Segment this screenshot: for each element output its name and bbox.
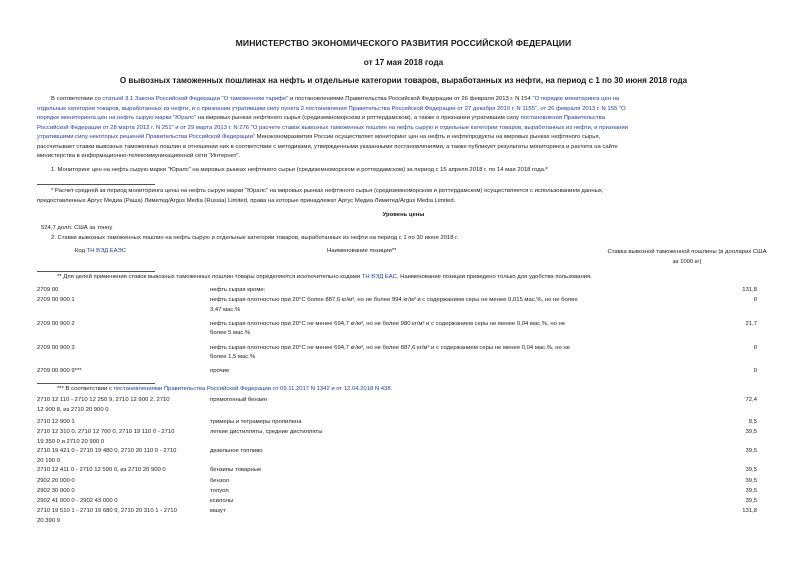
row-code: 2709 00 900 9*** [37, 368, 82, 374]
document-date: от 17 мая 2018 года [363, 57, 444, 67]
tn-ved-link[interactable]: ТН ВЭД ЕАЭС [86, 248, 126, 254]
row-rate: 39,5 [745, 498, 757, 504]
price-value: 524,7 долл. США за тонну [41, 225, 113, 231]
table-row [37, 507, 757, 529]
row-rate: 39,5 [745, 467, 757, 473]
row-rate: 131,8 [742, 287, 757, 293]
footnote-divider [37, 184, 155, 185]
footnote-2-text: . Наименование позиции приведено только для удобства пользования. [396, 274, 592, 280]
footnote-3 [57, 385, 392, 395]
intro-line-4 [37, 124, 628, 134]
table-row [37, 367, 757, 379]
row-rate: 8,5 [748, 419, 757, 425]
row-name: нефть сырая кроме: [210, 287, 266, 293]
tn-ved-eas-link[interactable]: ТН ВЭД ЕАС [361, 274, 397, 280]
table-row [37, 396, 757, 418]
price-level-heading: Уровень цены [382, 212, 425, 218]
document-subject: О вывозных таможенных пошлинах на нефть и отдельные категории товаров, выработанных из нефти, на период с 1 по 30 июня 2018 года [119, 76, 688, 85]
table-row [37, 344, 757, 366]
row-rate: 39,5 [745, 487, 757, 494]
row-rate: 39,5 [745, 477, 757, 484]
row-name: нефть сырая плотностью при 20°С более 887,6 кг/м³, но не более 994 кг/м³ и с содержанием серы не менее 0,015 мас.%, но не более 3,47 мас.% [210, 297, 578, 313]
decree-154-link[interactable]: "О порядке мониторинга цен на [532, 96, 620, 102]
footnote-2-text: ** Для целей применения ставок вывозных таможенных пошлин товары определяются исключительно кодами [57, 274, 362, 280]
row-rate: 0 [753, 344, 757, 351]
row-name: мазут [210, 508, 226, 514]
intro-line-5 [37, 133, 600, 143]
row-name: дизельное топливо [210, 448, 263, 454]
intro-line-6: рассчитывает ставки вывозных таможенных пошлин в отношении них в соответствии с методиками, утвержденными указанными постановлениями, а также публикует результаты мониторинга и расчета на сайте [37, 143, 618, 150]
row-code: 2709 00 900 3 [37, 344, 75, 351]
decree-154-link-cont[interactable]: отдельные категории товаров, выработанных из нефти, и о признании утратившим силу пункта 2 постановления Правительства Российской Федерации от 27 декабря 2010 г. N 1155", от 26 февраля 2013 г. N 155 "О [37, 105, 626, 112]
row-code: 2709 00 900 2 [37, 320, 75, 327]
row-name: нефть сырая плотностью при 20°С не менее 694,7 кг/м³, но не более 980 кг/м³ и с содержанием серы не менее 0,04 мас.%, но не более 5 мас.% [210, 320, 566, 336]
code-prefix: Код [75, 248, 87, 254]
footnote-3-text: . [390, 386, 393, 392]
row-code: 2710 19 510 1 - 2710 19 680 9, 2710 20 310 1 - 2710 20 390 9 [37, 508, 177, 524]
row-name: ксилолы [210, 498, 234, 504]
row-rate: 131,8 [742, 508, 757, 514]
row-name: тримеры и тетрамеры пропилена [210, 419, 302, 425]
table-row [37, 320, 757, 342]
row-code: 2902 41 000 0 - 2902 43 000 0 [37, 498, 118, 504]
intro-line-7: министерства в информационно-телекоммуникационной сети "Интернет". [37, 153, 241, 159]
footnote-divider [37, 383, 155, 384]
decree-155-link[interactable]: порядке мониторинга цен на нефть сырую марки "Юралс" [37, 115, 197, 121]
row-code: 2710 12 310 0, 2710 12 700 0, 2710 19 110 0 - 2710 19 350 0 и 2710 20 900 0 [37, 429, 175, 445]
decree-276-link[interactable]: Российской Федерации от 28 марта 2012 г. N 251" и от 29 марта 2013 г. N 276 "О расчете ставок вывозных таможенных пошлин на нефть сырую и отдельные категории товаров, выработанных из нефти, и признании [37, 124, 628, 131]
row-code: 2902 30 000 0 [37, 487, 75, 494]
row-name: нефть сырая плотностью при 20°С не менее 694,7 кг/м³, но не более 887,6 кг/м³ и с содержанием серы не менее 0,04 мас.%, но не более 1,5 мас.% [210, 344, 570, 360]
row-code: 2902 20 000 0 [37, 477, 75, 484]
row-rate: 0 [753, 368, 757, 374]
decree-251-link[interactable]: постановления Правительства [520, 115, 605, 121]
row-rate: 21,7 [745, 320, 757, 327]
table-header [37, 247, 767, 267]
ministry-title: МИНИСТЕРСТВО ЭКОНОМИЧЕСКОГО РАЗВИТИЯ РОССИЙСКОЙ ФЕДЕРАЦИИ [235, 38, 572, 48]
row-name: прямогонный бензин [210, 397, 267, 403]
footnote-1-line-1: * Расчет средней за период мониторинга цены на нефть сырую марки "Юралс" на мировых рынках нефтяного сырья (средиземноморском и роттердамском) осуществляется с использованием данных, [51, 188, 604, 194]
row-code: 2710 19 421 0 - 2710 19 480 0, 2710 20 110 0 - 2710 20 190 0 [37, 448, 177, 464]
row-code: 2710 12 900 1 [37, 419, 75, 425]
row-name: легкие дистилляты, средние дистилляты [210, 429, 323, 435]
row-rate: 39,5 [745, 448, 757, 454]
row-rate: 0 [753, 297, 757, 303]
intro-text: и постановлениями Правительства Российской Федерации от 26 февраля 2013 г. N 154 [288, 96, 533, 102]
row-name: бензины товарные [210, 467, 262, 473]
intro-line-2 [37, 105, 626, 115]
column-header-code [75, 247, 243, 257]
row-name: толуол [210, 487, 229, 494]
column-header-name: Наименование позиции** [327, 248, 397, 254]
footnote-2 [57, 273, 592, 283]
row-code: 2710 12 110 - 2710 12 250 9, 2710 12 900 2, 2710 12 900 8, из 2710 20 900 0 [37, 397, 170, 413]
column-header-rate [592, 247, 782, 267]
footnote-divider [37, 271, 155, 272]
monitoring-item-1: 1. Мониторинг цен на нефть сырую марки "Юралс" на мировых рынках нефтяного сырья (средиземноморском и роттердамском) за период с 15 апреля 2018 г. по 14 мая 2018 года.* [51, 167, 548, 173]
row-code: 2710 12 411 0 - 2710 12 590 0, из 2710 20 900 0 [37, 467, 166, 473]
intro-line-3 [37, 114, 605, 124]
rate-header-line-2: за 1000 кг) [672, 259, 702, 265]
row-name: бензол [210, 477, 230, 484]
duty-rates-item-2: 2. Ставки вывозных таможенных пошлин на нефть сырую и отдельные категории товаров, выработанных из нефти на период с 1 по 30 июня 2018 г. [51, 234, 459, 241]
table-row [37, 296, 757, 318]
footnote-1-line-2: предоставленных Аргус Медиа (Раша) Лимитед/Argus Media (Russia) Limited, права на которые принадлежат Аргус Медиа Лимитед/Argus Media Limited. [37, 197, 456, 204]
intro-text: Минэкономразвития России осуществляет мониторинг цен на нефть и нефтепродукты на мировых рынках нефтяного сырья, [254, 134, 601, 140]
row-code: 2709 00 [37, 287, 59, 293]
row-name: прочие [210, 368, 230, 374]
decrees-1342-438-link[interactable]: постановлениями Правительства Российской Федерации от 09.11.2017 N 1342 и от 12.04.2018 N 438 [113, 386, 391, 392]
intro-text: В соответствии со [51, 96, 103, 102]
row-code: 2709 00 900 1 [37, 297, 75, 303]
footnote-3-text: *** В соответствии с [57, 386, 114, 392]
intro-line-1 [51, 95, 619, 105]
decree-276-link-cont[interactable]: утратившими силу некоторых решений Правительства Российской Федерации" [37, 134, 255, 140]
row-rate: 39,5 [745, 429, 757, 435]
intro-text: на мировых рынках нефтяного сырья (средиземноморском и роттердамском), а также о признании утратившим силу [196, 115, 521, 121]
law-article-link[interactable]: статьей 3.1 Закона Российской Федерации "О таможенном тарифе" [102, 96, 289, 102]
row-rate: 72,4 [745, 397, 757, 403]
rate-header-line-1: Ставка вывозной таможенной пошлины (в долларах США [607, 249, 767, 255]
